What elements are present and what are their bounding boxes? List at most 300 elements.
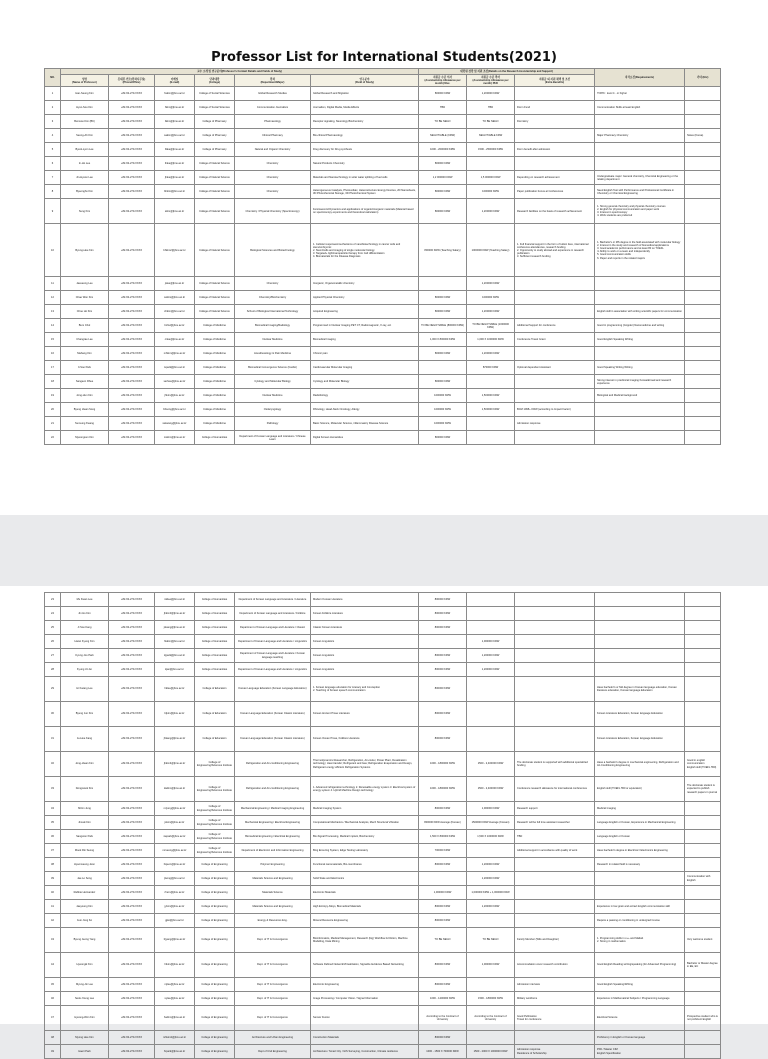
- cell-etc: [685, 593, 721, 607]
- cell-extra-benefits: 1. Full financial support in the form of tuition fees, international conference attendances, research funding 2. Opportunity to study abroad and experience in research publication 3. Sufficient research funding: [515, 224, 595, 277]
- cell-requirements: [595, 621, 685, 635]
- cell-phd-allowance: 1000000 KRW (Teaching Salary): [467, 224, 515, 277]
- cell-no: 2: [45, 101, 61, 115]
- cell-name: Hyun-Soo Kim: [61, 101, 109, 115]
- cell-phone: +82-63-270-XXXX: [109, 1045, 155, 1059]
- cell-department: Natural and Organic Chemistry: [235, 143, 311, 157]
- cell-phone: +82-63-270-XXXX: [109, 199, 155, 224]
- cell-msc-allowance: 1000 - 1500 X 700000 KRW: [419, 1045, 467, 1059]
- cell-etc: [685, 635, 721, 649]
- cell-field: Thermodynamics Researcher, Refrigeration, Air-cooler, Power Plant, Desalination technology; Heat transfer; Refrigerant and Gas; Refrigeration Evaporation and Design, Refrigerant energy efficient Refrigeration Systems: [311, 752, 419, 777]
- header-department: 학과 (Department/Major): [235, 75, 311, 87]
- cell-extra-benefits: Additional support in accordance with quality of work: [515, 844, 595, 858]
- cell-phone: +82-63-270-XXXX: [109, 663, 155, 677]
- cell-college: College of Engineering: [195, 978, 235, 992]
- cell-no: 23: [45, 593, 61, 607]
- cell-phd-allowance: TO BE NEGO: [467, 928, 515, 953]
- cell-phd-allowance: TO BE NEGO: [467, 115, 515, 129]
- table-row: [45, 900, 721, 914]
- cell-extra-benefits: [515, 305, 595, 319]
- cell-no: 43: [45, 928, 61, 953]
- cell-msc-allowance: 800000 KRW: [419, 607, 467, 621]
- table-row: [45, 702, 721, 727]
- cell-requirements: Medical Imaging: [595, 802, 685, 816]
- cell-extra-benefits: Additional Support for conference: [515, 319, 595, 333]
- cell-extra-benefits: Admission response: [515, 417, 595, 431]
- cell-extra-benefits: Military workforce: [515, 992, 595, 1006]
- cell-phone: +82-63-270-XXXX: [109, 752, 155, 777]
- cell-no: 3: [45, 115, 61, 129]
- cell-phone: +82-63-270-XXXX: [109, 802, 155, 816]
- header-email: 이메일 (E-mail): [155, 75, 195, 87]
- cell-requirements: Good English Reading writing/speaking (for Advanced Programming): [595, 953, 685, 978]
- cell-college: College of Natural Science: [195, 291, 235, 305]
- cell-phone: +82-63-270-XXXX: [109, 277, 155, 291]
- cell-etc: The doctorate student is expected to publish research papers in journal: [685, 777, 721, 802]
- cell-no: 18: [45, 375, 61, 389]
- cell-no: 37: [45, 844, 61, 858]
- cell-field: Electronic Engineering: [311, 978, 419, 992]
- cell-phone: +82-63-270-XXXX: [109, 953, 155, 978]
- cell-department: Dept of Civil Engineering: [235, 1045, 311, 1059]
- cell-college: College of Medicine: [195, 347, 235, 361]
- cell-no: 11: [45, 277, 61, 291]
- cell-college: College of Humanities: [195, 621, 235, 635]
- cell-phd-allowance: 1500 - 2,400000 KRW: [467, 752, 515, 777]
- cell-phone: +82-63-270-XXXX: [109, 914, 155, 928]
- cell-field: Chronic pain: [311, 347, 419, 361]
- cell-field: Korean Ocean Prose, Folklore Literature: [311, 727, 419, 752]
- cell-extra-benefits: [515, 593, 595, 607]
- cell-email: bhkim2@jbnu.ac.kr: [155, 224, 195, 277]
- cell-etc: [685, 816, 721, 830]
- cell-department: Pathology: [235, 417, 311, 431]
- cell-phone: +82-63-270-XXXX: [109, 635, 155, 649]
- cell-phd-allowance: 1500 - 2500000 KRW: [467, 143, 515, 157]
- cell-msc-allowance: [419, 872, 467, 886]
- cell-no: 35: [45, 816, 61, 830]
- cell-phone: +82-63-270-XXXX: [109, 886, 155, 900]
- cell-field: Journalism, Digital Media, Media Effects: [311, 101, 419, 115]
- cell-name: Haeri Park: [61, 1045, 109, 1059]
- cell-name: Chae Won Kim: [61, 291, 109, 305]
- cell-college: College of Pharmacy: [195, 129, 235, 143]
- cell-field: High Entropy Alloys, Biomedical Materials: [311, 900, 419, 914]
- cell-email: bchul@jbnu.ac.kr: [155, 319, 195, 333]
- cell-extra-benefits: [515, 727, 595, 752]
- cell-etc: [685, 914, 721, 928]
- cell-requirements: Electrical Science: [595, 1006, 685, 1031]
- cell-etc: [685, 361, 721, 375]
- cell-requirements: Proficiency in English or Korean language: [595, 1031, 685, 1045]
- cell-phd-allowance: 1500000 KRW Average (Korean): [467, 816, 515, 830]
- cell-department: Nuclear Medicine: [235, 333, 311, 347]
- cell-college: College of Social Sciences: [195, 101, 235, 115]
- cell-email: hwkim@jbnu.ac.kr: [155, 1006, 195, 1031]
- cell-field: Natural Products Chemistry: [311, 157, 419, 171]
- cell-extra-benefits: Accommodation cover research contribution: [515, 953, 595, 978]
- cell-email: sskwang@jbnu.ac.kr: [155, 417, 195, 431]
- cell-extra-benefits: Conference Travel Grant: [515, 333, 595, 347]
- cell-phone: +82-63-270-XXXX: [109, 361, 155, 375]
- cell-email: gjko@jbnu.ac.kr: [155, 914, 195, 928]
- table-row: [45, 417, 721, 431]
- cell-department: Department of Electronic and Information Engineering: [235, 844, 311, 858]
- cell-field: Mineral Resource Engineering: [311, 914, 419, 928]
- table-row: [45, 607, 721, 621]
- cell-name: Jong-Hwan Kim: [61, 752, 109, 777]
- cell-extra-benefits: [515, 431, 595, 445]
- cell-field: Korean Linguistics: [311, 663, 419, 677]
- cell-field: Solid State and Electronics: [311, 872, 419, 886]
- cell-department: Chemistry: [235, 171, 311, 185]
- cell-extra-benefits: [515, 375, 595, 389]
- cell-extra-benefits: Paper publication bonus at Conferences: [515, 185, 595, 199]
- cell-college: College of Engineering: [195, 1006, 235, 1031]
- cell-department: School of Biological International Technology: [235, 305, 311, 319]
- cell-email: chkim@jbnu.ac.kr: [155, 305, 195, 319]
- cell-college: College of Education: [195, 702, 235, 727]
- cell-email: hkkim@jbnu.ac.kr: [155, 635, 195, 649]
- cell-etc: [685, 663, 721, 677]
- cell-name: Byeol-Lyon Lee: [61, 143, 109, 157]
- header-field: 연구분야 (Field of Study): [311, 75, 419, 87]
- table-row: [45, 431, 721, 445]
- cell-college: College of Engineering: [195, 858, 235, 872]
- cell-extra-benefits: [515, 621, 595, 635]
- cell-phd-allowance: [467, 593, 515, 607]
- cell-phone: +82-63-270-XXXX: [109, 291, 155, 305]
- cell-department: Dept. of IT & Convergence: [235, 928, 311, 953]
- cell-msc-allowance: 800000 KRW (Teaching Salary): [419, 224, 467, 277]
- cell-phd-allowance: [467, 677, 515, 702]
- cell-email: sylee@jbnu.ac.kr: [155, 992, 195, 1006]
- cell-requirements: [595, 635, 685, 649]
- table-row: [45, 389, 721, 403]
- table-row: [45, 992, 721, 1006]
- cell-etc: [685, 1031, 721, 1045]
- cell-phone: +82-63-270-XXXX: [109, 649, 155, 663]
- cell-phone: +82-63-270-XXXX: [109, 621, 155, 635]
- cell-field: Software Defined Network/Virtualization, Signalize Evidence Based Networking: [311, 953, 419, 978]
- cell-email: mhkim2@jbnu.ac.kr: [155, 1031, 195, 1045]
- cell-name: Changrae Lee: [61, 333, 109, 347]
- cell-field: Applied Physical Chemistry: [311, 291, 419, 305]
- header-phd: 지원금 수준 박사 (Assistantship Allowance per month) PhD: [467, 75, 515, 87]
- cell-phd-allowance: 1,200000 KRW: [467, 87, 515, 101]
- cell-phone: +82-63-270-XXXX: [109, 858, 155, 872]
- cell-field: Construction Materials: [311, 1031, 419, 1045]
- cell-extra-benefits: [515, 1031, 595, 1045]
- cell-etc: [685, 101, 721, 115]
- cell-msc-allowance: 800000 KRW: [419, 858, 467, 872]
- cell-extra-benefits: [515, 702, 595, 727]
- cell-field: Bioinformatics, Medical Management, Research (big) Workflow & Diction, Machine Modelling, Data Mining: [311, 928, 419, 953]
- cell-phone: +82-63-270-XXXX: [109, 900, 155, 914]
- cell-name: Byung Hwan Song: [61, 403, 109, 417]
- cell-etc: [685, 143, 721, 157]
- cell-email: crlee@jbnu.ac.kr: [155, 333, 195, 347]
- cell-name: Hyeong-Won Kim: [61, 1006, 109, 1031]
- cell-name: Hi Kwang Lee: [61, 677, 109, 702]
- cell-requirements: Research in related field is necessary: [595, 858, 685, 872]
- cell-msc-allowance: 1000 - 1800000 KRW: [419, 777, 467, 802]
- cell-etc: [685, 844, 721, 858]
- cell-department: Chemistry: [235, 157, 311, 171]
- cell-name: Mook Rin Seong: [61, 844, 109, 858]
- cell-no: 6: [45, 157, 61, 171]
- cell-email: bllee@jbnu.ac.kr: [155, 143, 195, 157]
- cell-college: College of Engineering: [195, 900, 235, 914]
- cell-phd-allowance: 1000000 KRW: [467, 185, 515, 199]
- cell-email: bjkim@jbnu.ac.kr: [155, 702, 195, 727]
- cell-requirements: [595, 649, 685, 663]
- cell-etc: [685, 115, 721, 129]
- cell-phd-allowance: 1,500 X 1000000 KRW: [467, 830, 515, 844]
- cell-no: 48: [45, 1031, 61, 1045]
- cell-extra-benefits: [515, 277, 595, 291]
- cell-etc: [685, 431, 721, 445]
- cell-msc-allowance: 1,000000 KRW: [419, 886, 467, 900]
- cell-etc: Notes (Korea): [685, 129, 721, 143]
- cell-email: jlsong@jbnu.ac.kr: [155, 872, 195, 886]
- cell-phone: +82-63-270-XXXX: [109, 727, 155, 752]
- header-msc: 지원금 수준 석사 (Assistantship Allowance per month) Msc.: [419, 75, 467, 87]
- cell-extra-benefits: Dorm Fund: [515, 101, 595, 115]
- cell-college: College of Engineering: [195, 1031, 235, 1045]
- cell-etc: [685, 702, 721, 727]
- cell-college: College of Engineering: [195, 1045, 235, 1059]
- cell-msc-allowance: TO BE NEGO: [419, 928, 467, 953]
- cell-msc-allowance: 800000 KRW: [419, 291, 467, 305]
- table-row: [45, 157, 721, 171]
- cell-college: College of Engineering: [195, 872, 235, 886]
- cell-name: Sung Kim: [61, 199, 109, 224]
- table-row: [45, 727, 721, 752]
- cell-phone: +82-63-270-XXXX: [109, 319, 155, 333]
- cell-department: Department of Korean Language and Literature / Literature: [235, 593, 311, 607]
- cell-name: Je-Hee Kang: [61, 727, 109, 752]
- cell-no: 41: [45, 900, 61, 914]
- cell-email: hklee@jbnu.ac.kr: [155, 677, 195, 702]
- cell-phd-allowance: TO BE NEGOTIABLE (1000000 KRW): [467, 319, 515, 333]
- cell-college: College of Natural Science: [195, 224, 235, 277]
- cell-requirements: [595, 291, 685, 305]
- table-row: [45, 844, 721, 858]
- cell-field: Korean Linguistics: [311, 649, 419, 663]
- cell-requirements: Strong interest in preclinical Imaging Korea/abroad and research experience: [595, 375, 685, 389]
- cell-extra-benefits: [515, 347, 595, 361]
- cell-phd-allowance: [467, 727, 515, 752]
- cell-no: 21: [45, 417, 61, 431]
- cell-email: kjan@jbnu.ac.kr: [155, 663, 195, 677]
- cell-no: 44: [45, 953, 61, 978]
- cell-department: Biomedical Convergence Science (Cardio): [235, 361, 311, 375]
- cell-phone: +82-63-270-XXXX: [109, 816, 155, 830]
- cell-name: Jae Lo Song: [61, 872, 109, 886]
- cell-phd-allowance: [467, 978, 515, 992]
- cell-etc: [685, 886, 721, 900]
- cell-extra-benefits: BCM 1998~ KRW (according to Impact Factor): [515, 403, 595, 417]
- cell-department: Chemistry / Physical Chemistry (Spectroscopy): [235, 199, 311, 224]
- cell-email: mklee@jbnu.ac.kr: [155, 593, 195, 607]
- table-row: [45, 816, 721, 830]
- cell-extra-benefits: [515, 886, 595, 900]
- cell-phd-allowance: [467, 621, 515, 635]
- cell-extra-benefits: Dorm benefit after admission: [515, 143, 595, 157]
- cell-email: sakim@jbnu.ac.kr: [155, 129, 195, 143]
- cell-name: Myung-Jin Lee: [61, 978, 109, 992]
- cell-department: Dept. of IT & Convergence: [235, 1006, 311, 1031]
- cell-phone: +82-63-270-XXXX: [109, 333, 155, 347]
- cell-phd-allowance: 1,500000 KRW: [467, 403, 515, 417]
- cell-email: dwkim@jbnu.ac.kr: [155, 777, 195, 802]
- cell-department: Architecture and Urban Engineering: [235, 1031, 311, 1045]
- cell-etc: [685, 199, 721, 224]
- cell-phd-allowance: [467, 914, 515, 928]
- cell-etc: [685, 992, 721, 1006]
- cell-field: Materials and Nanotechnology in solar water splitting of fuel cells: [311, 171, 419, 185]
- cell-etc: [685, 291, 721, 305]
- cell-college: College of Medicine: [195, 375, 235, 389]
- cell-msc-allowance: [419, 635, 467, 649]
- cell-phone: +82-63-270-XXXX: [109, 224, 155, 277]
- cell-email: mjlee@jbnu.ac.kr: [155, 978, 195, 992]
- cell-phd-allowance: 1,000000 KRW: [467, 635, 515, 649]
- cell-msc-allowance: 800000 KRW: [419, 305, 467, 319]
- cell-name: Jong-Hun Kim: [61, 389, 109, 403]
- cell-requirements: [595, 277, 685, 291]
- table-row: [45, 1006, 721, 1031]
- cell-college: College of Engineering: [195, 928, 235, 953]
- cell-extra-benefits: [515, 129, 595, 143]
- cell-field: Heterogeneous Catalysis, Photovoltaic, Heterostructure Energy Devices, 2D Nanosheets, 3D Photochemical Storage, 3D Photochemical System: [311, 185, 419, 199]
- cell-requirements: Have a bachelor's degree in mechanical engineering, Refrigeration and Air-Conditioning Engineering: [595, 752, 685, 777]
- cell-no: 25: [45, 621, 61, 635]
- cell-department: Mechanical Engineering / Medical Imaging Engineering: [235, 802, 311, 816]
- cell-extra-benefits: Research support: [515, 802, 595, 816]
- cell-phone: +82-63-270-XXXX: [109, 992, 155, 1006]
- cell-no: 12: [45, 291, 61, 305]
- cell-etc: [685, 375, 721, 389]
- cell-field: Receptor signaling, Neurology Biochemistry: [311, 115, 419, 129]
- cell-etc: [685, 677, 721, 702]
- cell-department: Biomedical Engineering / Electrical Engineering: [235, 830, 311, 844]
- table-row: [45, 171, 721, 185]
- cell-no: 31: [45, 727, 61, 752]
- cell-etc: [685, 333, 721, 347]
- cell-extra-benefits: [515, 900, 595, 914]
- cell-msc-allowance: 1000 - 2000000 KRW: [419, 143, 467, 157]
- cell-field: Functional nanomaterials, Bio-membranes: [311, 858, 419, 872]
- cell-phone: +82-63-270-XXXX: [109, 143, 155, 157]
- cell-etc: [685, 347, 721, 361]
- cell-name: Jaeyoung Kim: [61, 900, 109, 914]
- cell-phone: +82-63-270-XXXX: [109, 157, 155, 171]
- cell-msc-allowance: 800000 KRW: [419, 914, 467, 928]
- cell-name: Jaeseong Lee: [61, 277, 109, 291]
- cell-field: Digital Korean Humanities: [311, 431, 419, 445]
- cell-email: bhsong@jbnu.ac.kr: [155, 403, 195, 417]
- cell-msc-allowance: 800000 KRW: [419, 431, 467, 445]
- cell-phone: +82-63-270-XXXX: [109, 347, 155, 361]
- cell-etc: [685, 417, 721, 431]
- cell-email: kjpark@jbnu.ac.kr: [155, 649, 195, 663]
- cell-field: Korean Linguistics: [311, 635, 419, 649]
- cell-email: jskim@jbnu.ac.kr: [155, 816, 195, 830]
- cell-college: College of Medicine: [195, 361, 235, 375]
- cell-name: Bum Chul: [61, 319, 109, 333]
- cell-etc: [685, 389, 721, 403]
- cell-college: College of Medicine: [195, 417, 235, 431]
- cell-phd-allowance: NEGOTIABLE KRW: [467, 129, 515, 143]
- cell-college: College of Education: [195, 677, 235, 702]
- cell-etc: Good in english communication English skill (TOEFL 550): [685, 752, 721, 777]
- cell-extra-benefits: The doctorate student is supported with additional specialized funding: [515, 752, 595, 777]
- cell-msc-allowance: TO BE NEGOTIABLE (800000 KRW): [419, 319, 467, 333]
- cell-phone: +82-63-270-XXXX: [109, 978, 155, 992]
- cell-requirements: Biological and Medical background: [595, 389, 685, 403]
- cell-requirements: Undergraduate major: General chemistry, Chemical Engineering or the relating department: [595, 171, 685, 185]
- cell-msc-allowance: 800000 KRW Average (Korean): [419, 816, 467, 830]
- cell-msc-allowance: 800000 KRW: [419, 1031, 467, 1045]
- table-row: [45, 87, 721, 101]
- cell-phd-allowance: 1,000000 KRW: [467, 802, 515, 816]
- table-row: [45, 115, 721, 129]
- cell-etc: [685, 305, 721, 319]
- cell-no: 13: [45, 305, 61, 319]
- table-row: [45, 978, 721, 992]
- table-row: [45, 224, 721, 277]
- cell-etc: [685, 830, 721, 844]
- cell-name: Mirim Jung: [61, 802, 109, 816]
- cell-msc-allowance: 800000 KRW: [419, 347, 467, 361]
- cell-msc-allowance: 1000000 KRW: [419, 417, 467, 431]
- cell-phd-allowance: 1,200000 KRW: [467, 199, 515, 224]
- cell-department: Otolaryngology: [235, 403, 311, 417]
- cell-no: 38: [45, 858, 61, 872]
- cell-requirements: Have bachelor's or MA degree in Korean language education, Korean literature education, Korean language Education: [595, 677, 685, 702]
- cell-requirements: Good in programming (Coppler) Nanomedicine and writing: [595, 319, 685, 333]
- cell-no: 4: [45, 129, 61, 143]
- cell-etc: [685, 1045, 721, 1059]
- cell-no: 1: [45, 87, 61, 101]
- cell-requirements: Good Speaking Writing Writing: [595, 361, 685, 375]
- cell-name: In-Ho Lee: [61, 157, 109, 171]
- cell-msc-allowance: 800000 KRW: [419, 978, 467, 992]
- cell-field: Radiobiology: [311, 389, 419, 403]
- cell-extra-benefits: [515, 914, 595, 928]
- table-row: [45, 872, 721, 886]
- table-row: [45, 333, 721, 347]
- table-row: [45, 928, 721, 953]
- table-row: [45, 291, 721, 305]
- cell-email: jslee@jbnu.ac.kr: [155, 277, 195, 291]
- cell-college: College of Humanities: [195, 635, 235, 649]
- cell-phd-allowance: [467, 157, 515, 171]
- cell-requirements: [595, 663, 685, 677]
- cell-name: Bumsoo Kim (BK): [61, 115, 109, 129]
- table-row: [45, 319, 721, 333]
- cell-name: Sunsung Kwang: [61, 417, 109, 431]
- cell-college: College of Humanities: [195, 431, 235, 445]
- cell-extra-benefits: Admission interview: [515, 978, 595, 992]
- cell-phd-allowance: 1,200000 KRW: [467, 872, 515, 886]
- cell-department: Department of Korean Language and Literature / Classic: [235, 621, 311, 635]
- header-group-assistantship: 대학원 장학 및 지원 조건(Details on the Research Assistantship and Support): [419, 69, 595, 75]
- cell-phd-allowance: 1,500000 KRW: [467, 389, 515, 403]
- table-row: [45, 101, 721, 115]
